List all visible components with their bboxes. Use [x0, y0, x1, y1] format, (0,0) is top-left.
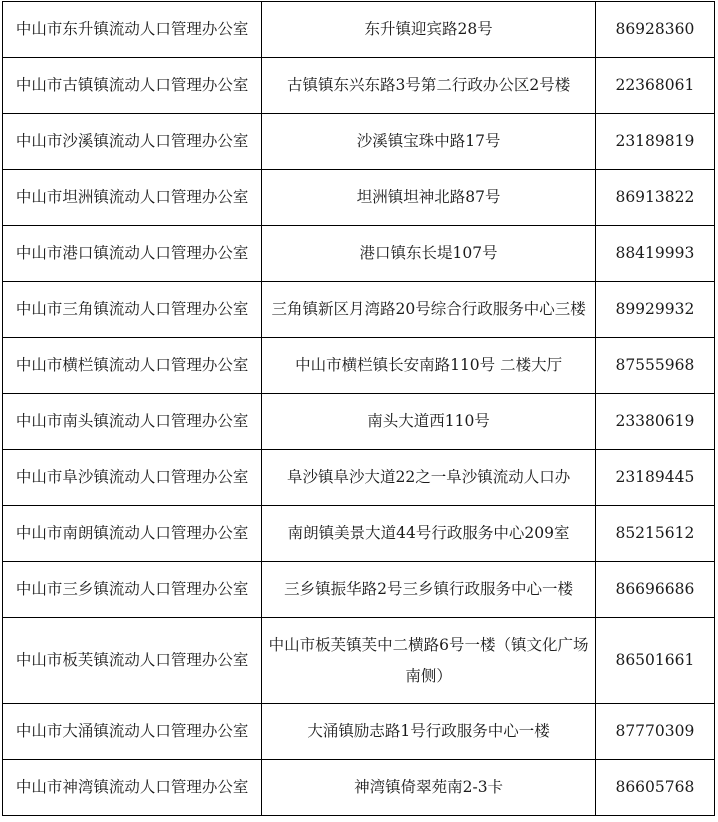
table-body [3, 2, 715, 816]
office-address-cell: 港口镇东长堤107号 [262, 226, 595, 282]
office-directory-table [2, 1, 715, 816]
office-name-cell: 中山市东升镇流动人口管理办公室 [3, 2, 262, 58]
table-row [3, 170, 715, 226]
office-phone-cell: 23380619 [595, 394, 714, 450]
table-row [3, 114, 715, 170]
office-address-cell: 南头大道西110号 [262, 394, 595, 450]
office-name-cell: 中山市南朗镇流动人口管理办公室 [3, 506, 262, 562]
office-name-cell: 中山市三角镇流动人口管理办公室 [3, 282, 262, 338]
office-address-cell: 三乡镇振华路2号三乡镇行政服务中心一楼 [262, 562, 595, 618]
table-row [3, 58, 715, 114]
table-row [3, 562, 715, 618]
office-name-cell: 中山市三乡镇流动人口管理办公室 [3, 562, 262, 618]
table-row [3, 760, 715, 816]
office-address-cell: 南朗镇美景大道44号行政服务中心209室 [262, 506, 595, 562]
office-name-cell: 中山市沙溪镇流动人口管理办公室 [3, 114, 262, 170]
table-row [3, 2, 715, 58]
office-address-cell: 古镇镇东兴东路3号第二行政办公区2号楼 [262, 58, 595, 114]
office-address-cell: 阜沙镇阜沙大道22之一阜沙镇流动人口办 [262, 450, 595, 506]
office-name-cell: 中山市大涌镇流动人口管理办公室 [3, 704, 262, 760]
office-address-cell: 中山市板芙镇芙中二横路6号一楼（镇文化广场南侧） [262, 618, 595, 704]
office-phone-cell: 86501661 [595, 618, 714, 704]
table-row [3, 506, 715, 562]
table-row [3, 394, 715, 450]
office-phone-cell: 23189445 [595, 450, 714, 506]
office-address-cell: 三角镇新区月湾路20号综合行政服务中心三楼 [262, 282, 595, 338]
office-name-cell: 中山市南头镇流动人口管理办公室 [3, 394, 262, 450]
office-phone-cell: 86913822 [595, 170, 714, 226]
table-row [3, 226, 715, 282]
office-name-cell: 中山市古镇镇流动人口管理办公室 [3, 58, 262, 114]
table-row [3, 338, 715, 394]
table-row [3, 618, 715, 704]
office-phone-cell: 86696686 [595, 562, 714, 618]
table-row [3, 704, 715, 760]
office-name-cell: 中山市板芙镇流动人口管理办公室 [3, 618, 262, 704]
office-name-cell: 中山市神湾镇流动人口管理办公室 [3, 760, 262, 816]
office-name-cell: 中山市横栏镇流动人口管理办公室 [3, 338, 262, 394]
office-phone-cell: 22368061 [595, 58, 714, 114]
office-phone-cell: 88419993 [595, 226, 714, 282]
office-phone-cell: 89929932 [595, 282, 714, 338]
table-row [3, 450, 715, 506]
table-row [3, 282, 715, 338]
office-phone-cell: 86928360 [595, 2, 714, 58]
office-address-cell: 大涌镇励志路1号行政服务中心一楼 [262, 704, 595, 760]
office-name-cell: 中山市阜沙镇流动人口管理办公室 [3, 450, 262, 506]
office-name-cell: 中山市坦洲镇流动人口管理办公室 [3, 170, 262, 226]
office-phone-cell: 85215612 [595, 506, 714, 562]
office-address-cell: 中山市横栏镇长安南路110号 二楼大厅 [262, 338, 595, 394]
office-address-cell: 神湾镇倚翠苑南2-3卡 [262, 760, 595, 816]
office-phone-cell: 87555968 [595, 338, 714, 394]
office-address-cell: 东升镇迎宾路28号 [262, 2, 595, 58]
office-name-cell: 中山市港口镇流动人口管理办公室 [3, 226, 262, 282]
office-phone-cell: 86605768 [595, 760, 714, 816]
office-address-cell: 坦洲镇坦神北路87号 [262, 170, 595, 226]
office-phone-cell: 87770309 [595, 704, 714, 760]
office-phone-cell: 23189819 [595, 114, 714, 170]
office-address-cell: 沙溪镇宝珠中路17号 [262, 114, 595, 170]
